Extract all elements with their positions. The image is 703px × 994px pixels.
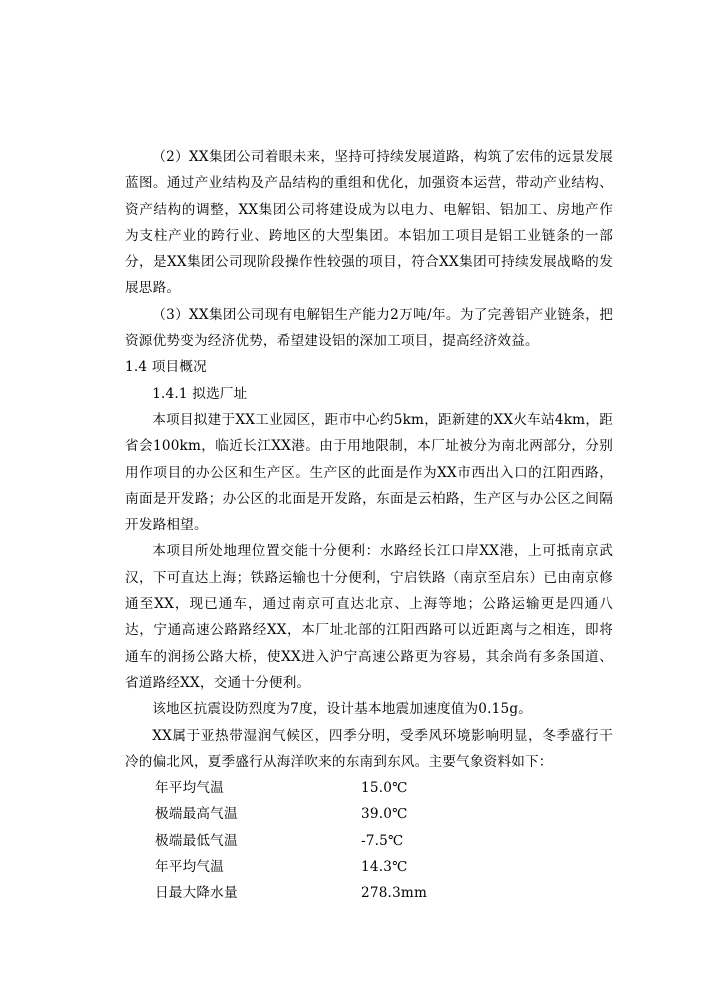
climate-row	[125, 828, 613, 854]
climate-row	[125, 854, 613, 880]
document-body	[125, 144, 613, 907]
paragraph-seismic: 该地区抗震设防烈度为7度，设计基本地震加速度值为0.15g。	[152, 701, 533, 718]
paragraph-site-location: 本项目拟建于XX工业园区，距市中心约5km，距新建的XX火车站4km，距省会100km，临近长江XX港。由于用地限制，本厂址被分为南北两部分，分别用作项目的办公区和生产区。生产区的此面是作为XX市西出入口的江阳西路，南面是开发路；办公区的北面是开发路，东面是云柏路，生产区与办公区之间隔开发路相望。	[125, 411, 613, 534]
paragraph-aluminum-capacity: （3）XX集团公司现有电解铝生产能力2万吨/年。为了完善铝产业链条，把资源优势变为经济优势，希望建设铝的深加工项目，提高经济效益。	[125, 306, 613, 350]
paragraph-transportation: 本项目所处地理位置交能十分便利：水路经长江口岸XX港，上可抵南京武汉，下可直达上海；铁路运输也十分便利，宁启铁路（南京至启东）已由南京修通至XX，现已通车，通过南京可直达北京、上海等地；公路运输更是四通八达，宁通高速公路路经XX，本厂址北部的江阳西路可以近距离与之相连，即将通车的润扬公路大桥，使XX进入沪宁高速公路更为容易，其余尚有多条国道、省道路经XX，交通十分便利。	[125, 543, 613, 691]
climate-label: 年平均气温	[155, 859, 224, 876]
subsection-heading-site-selection: 1.4.1 拟选厂址	[152, 385, 248, 402]
climate-label: 日最大降水量	[155, 885, 238, 902]
climate-value: -7.5℃	[361, 832, 404, 849]
paragraph-climate: XX属于亚热带湿润气候区，四季分明，受季风环境影响明显，冬季盛行干冷的偏北风，夏季盛行从海洋吹来的东南到东风。主要气象资料如下：	[125, 727, 613, 770]
climate-value: 278.3mm	[361, 885, 428, 902]
climate-row	[125, 775, 613, 801]
climate-row	[125, 801, 613, 827]
paragraph-group-vision: （2）XX集团公司着眼未来，坚持可持续发展道路，构筑了宏伟的远景发展蓝图。通过产业结构及产品结构的重组和优化，加强资本运营，带动产业结构、资产结构的调整，XX集团公司将建设成为以电力、电解铝、铝加工、房地产作为支柱产业的跨行业、跨地区的大型集团。本铝加工项目是铝工业链条的一部分，是XX集团公司现阶段操作性较强的项目，符合XX集团可持续发展战略的发展思路。	[125, 149, 613, 297]
climate-row	[125, 880, 613, 906]
climate-label: 极端最低气温	[155, 832, 238, 849]
climate-value: 39.0℃	[361, 806, 408, 823]
climate-value: 15.0℃	[361, 780, 408, 797]
climate-label: 年平均气温	[155, 780, 224, 797]
section-heading-project-overview: 1.4 项目概况	[125, 359, 207, 376]
climate-label: 极端最高气温	[155, 806, 238, 823]
climate-data-list	[125, 775, 613, 906]
climate-value: 14.3℃	[361, 859, 408, 876]
